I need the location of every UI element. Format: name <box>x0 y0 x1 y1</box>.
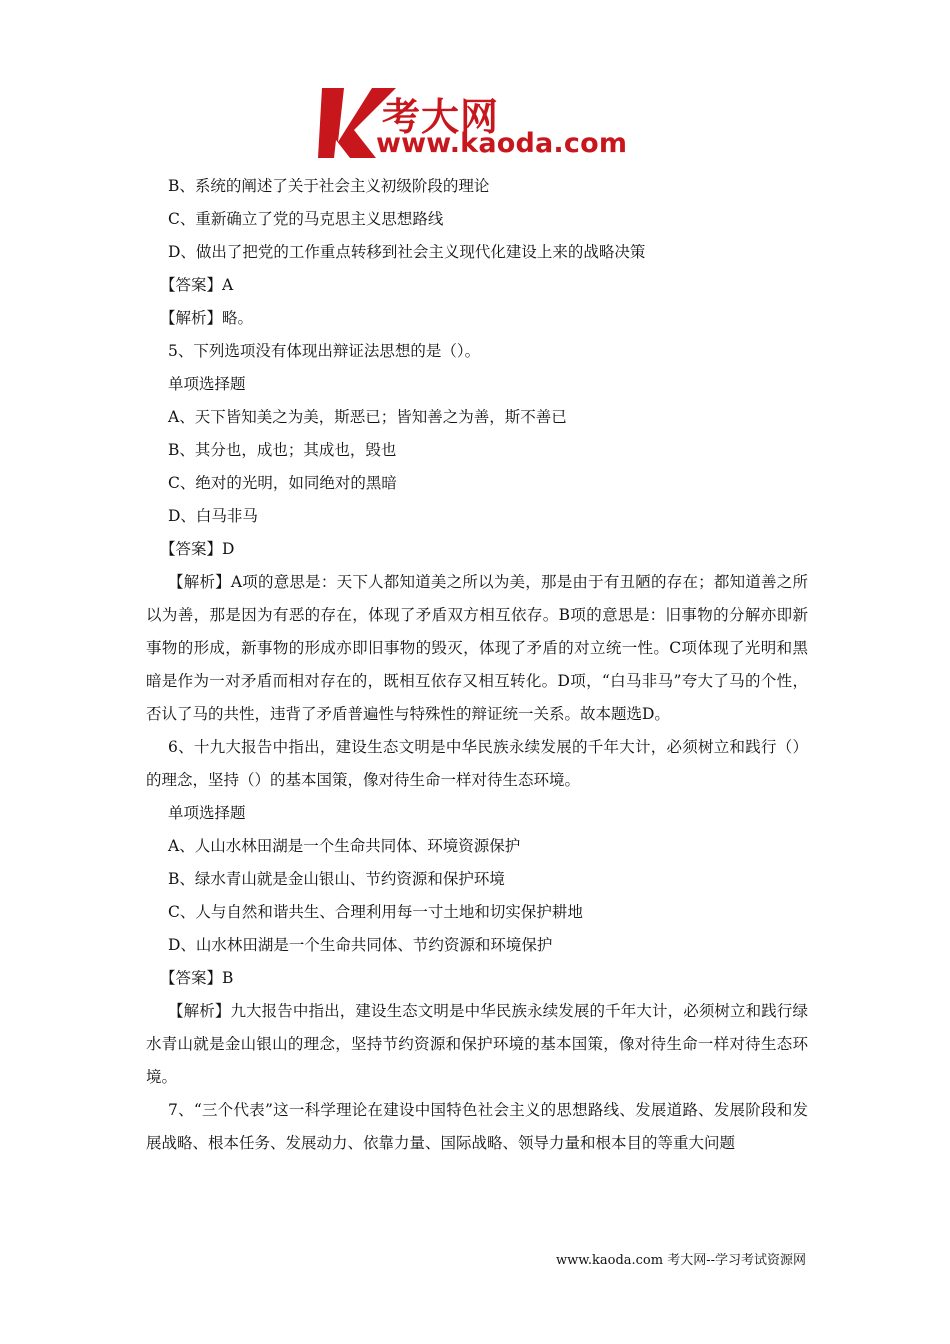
q4-option-c: C、重新确立了党的马克思主义思想路线 <box>168 210 444 228</box>
q5-type: 单项选择题 <box>168 375 246 393</box>
q6-answer: 【答案】B <box>160 969 234 987</box>
kaoda-logo <box>318 84 638 162</box>
q5-option-b: B、其分也，成也；其成也，毁也 <box>168 441 397 459</box>
q5-option-c: C、绝对的光明，如同绝对的黑暗 <box>168 474 397 492</box>
q5-analysis: 【解析】A项的意思是：天下人都知道美之所以为美，那是由于有丑陋的存在；都知道善之所以为善，那是因为有恶的存在，体现了矛盾双方相互依存。B项的意思是：旧事物的分解亦即新事物的形成，新事物的形成亦即旧事物的毁灭，体现了矛盾的对立统一性。C项体现了光明和黑暗是作为一对矛盾而相对存在的，既相互依存又相互转化。D项，“白马非马”夸大了马的个性，否认了马的共性，违背了矛盾普遍性与特殊性的辩证统一关系。故本题选D。 <box>146 573 808 723</box>
q6-analysis: 【解析】九大报告中指出，建设生态文明是中华民族永续发展的千年大计，必须树立和践行绿水青山就是金山银山的理念，坚持节约资源和保护环境的基本国策，像对待生命一样对待生态环境。 <box>146 1002 808 1086</box>
q6-option-b: B、绿水青山就是金山银山、节约资源和保护环境 <box>168 870 505 888</box>
q5-option-a: A、天下皆知美之为美，斯恶已；皆知善之为善，斯不善已 <box>168 408 567 426</box>
logo-url: www.kaoda.com <box>376 128 628 159</box>
q6-option-a: A、人山水林田湖是一个生命共同体、环境资源保护 <box>168 837 521 855</box>
q6-option-c: C、人与自然和谐共生、合理利用每一寸土地和切实保护耕地 <box>168 903 583 921</box>
document-body <box>146 170 808 1160</box>
q6-question: 6、十九大报告中指出，建设生态文明是中华民族永续发展的千年大计，必须树立和践行（）的理念，坚持（）的基本国策，像对待生命一样对待生态环境。 <box>146 738 808 789</box>
q5-answer: 【答案】D <box>160 540 235 558</box>
logo-brand-name: 考大网 <box>382 95 500 139</box>
q4-option-b: B、系统的阐述了关于社会主义初级阶段的理论 <box>168 177 490 195</box>
q6-type: 单项选择题 <box>168 804 246 822</box>
q5-question: 5、下列选项没有体现出辩证法思想的是（）。 <box>168 342 481 360</box>
q6-option-d: D、山水林田湖是一个生命共同体、节约资源和环境保护 <box>168 936 553 954</box>
q4-analysis: 【解析】略。 <box>160 309 254 327</box>
q5-option-d: D、白马非马 <box>168 507 258 525</box>
q4-answer: 【答案】A <box>160 276 234 294</box>
page-footer: www.kaoda.com 考大网--学习考试资源网 <box>556 1253 806 1268</box>
q7-question: 7、“三个代表”这一科学理论在建设中国特色社会主义的思想路线、发展道路、发展阶段和发展战略、根本任务、发展动力、依靠力量、国际战略、领导力量和根本目的等重大问题 <box>146 1101 808 1152</box>
q4-option-d: D、做出了把党的工作重点转移到社会主义现代化建设上来的战略决策 <box>168 243 646 261</box>
